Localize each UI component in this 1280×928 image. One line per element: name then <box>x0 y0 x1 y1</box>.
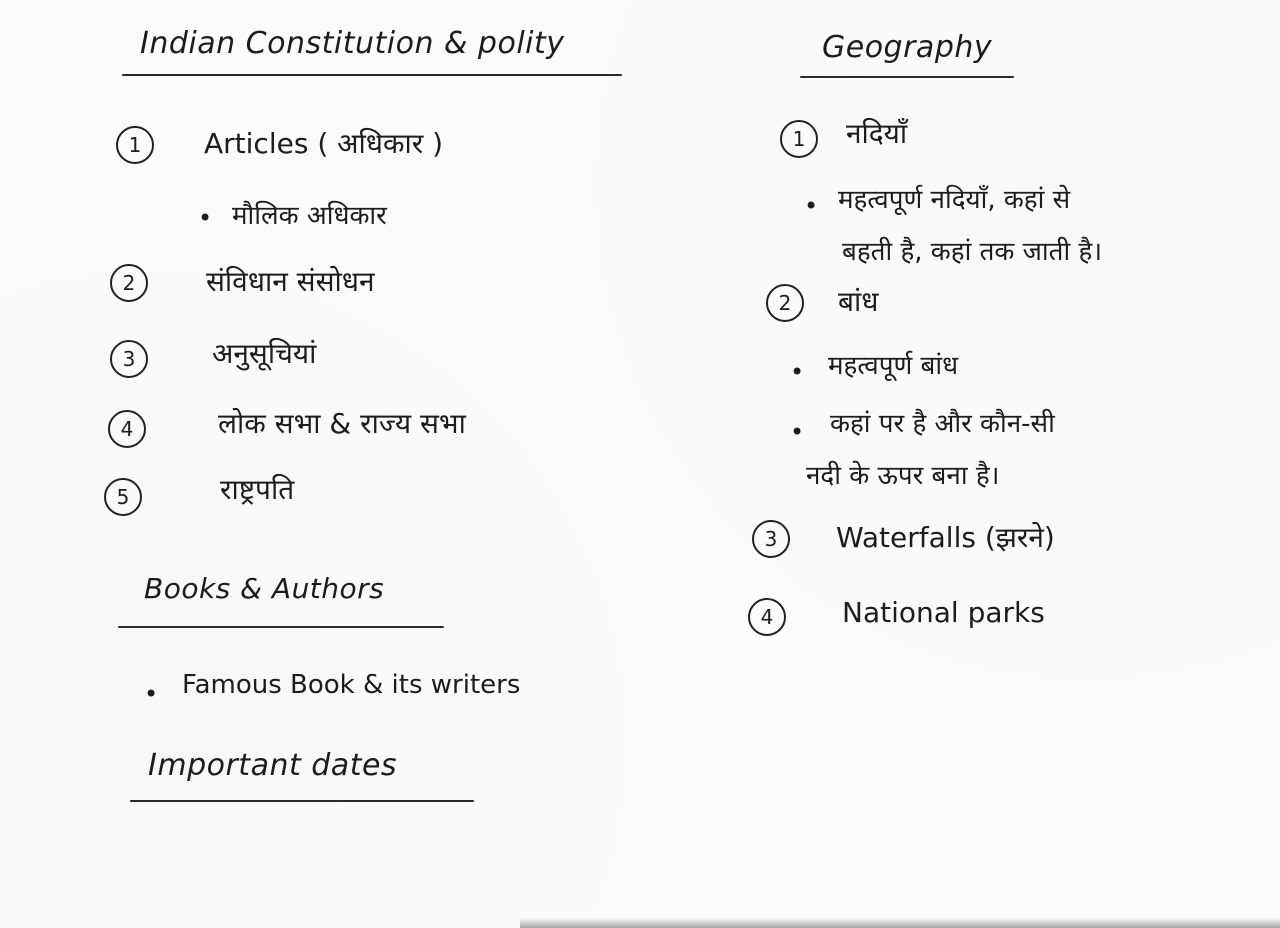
geography-item-dams: बांध <box>838 285 879 318</box>
constitution-heading: Indian Constitution & polity <box>140 26 565 61</box>
rivers-bullet-line2: बहती है, कहां तक जाती है। <box>842 237 1103 267</box>
bullet-dot: • <box>144 680 159 708</box>
page-bottom-shadow <box>520 918 1280 928</box>
books-heading: Books & Authors <box>144 572 385 605</box>
dams-bullet-1: महत्वपूर्ण बांध <box>828 351 959 381</box>
constitution-heading-underline <box>122 74 622 76</box>
constitution-item-amendments: संविधान संसोधन <box>206 265 375 298</box>
bullet-dot: • <box>790 418 805 446</box>
constitution-item-president: राष्ट्रपति <box>220 473 295 506</box>
constitution-subitem-fundamental-rights: मौलिक अधिकार <box>232 201 387 231</box>
constitution-number-3: 3 <box>110 340 148 378</box>
geography-heading-underline <box>800 76 1014 78</box>
geography-item-rivers: नदियाँ <box>846 117 908 150</box>
books-heading-underline <box>118 626 444 628</box>
geography-number-3: 3 <box>752 520 790 558</box>
constitution-item-parliament: लोक सभा & राज्य सभा <box>218 407 466 440</box>
books-bullet-famous-books: Famous Book & its writers <box>182 670 521 700</box>
constitution-number-1: 1 <box>116 126 154 164</box>
bullet-dot: • <box>804 192 819 220</box>
geography-heading: Geography <box>822 30 993 65</box>
constitution-number-2: 2 <box>110 264 148 302</box>
dates-heading: Important dates <box>148 748 398 783</box>
constitution-item-schedules: अनुसूचियां <box>212 337 317 370</box>
bullet-dot: • <box>198 204 213 232</box>
geography-item-national-parks: National parks <box>842 596 1045 629</box>
geography-number-2: 2 <box>766 284 804 322</box>
geography-number-1: 1 <box>780 120 818 158</box>
dams-bullet-2-line1: कहां पर है और कौन-सी <box>830 409 1055 439</box>
constitution-number-4: 4 <box>108 410 146 448</box>
rivers-bullet-line1: महत्वपूर्ण नदियाँ, कहां से <box>838 185 1071 215</box>
geography-item-waterfalls: Waterfalls (झरने) <box>836 521 1055 554</box>
geography-number-4: 4 <box>748 598 786 636</box>
constitution-number-5: 5 <box>104 478 142 516</box>
dams-bullet-2-line2: नदी के ऊपर बना है। <box>806 461 1000 491</box>
constitution-item-articles: Articles ( अधिकार ) <box>204 127 444 160</box>
dates-heading-underline <box>130 800 474 802</box>
bullet-dot: • <box>790 358 805 386</box>
